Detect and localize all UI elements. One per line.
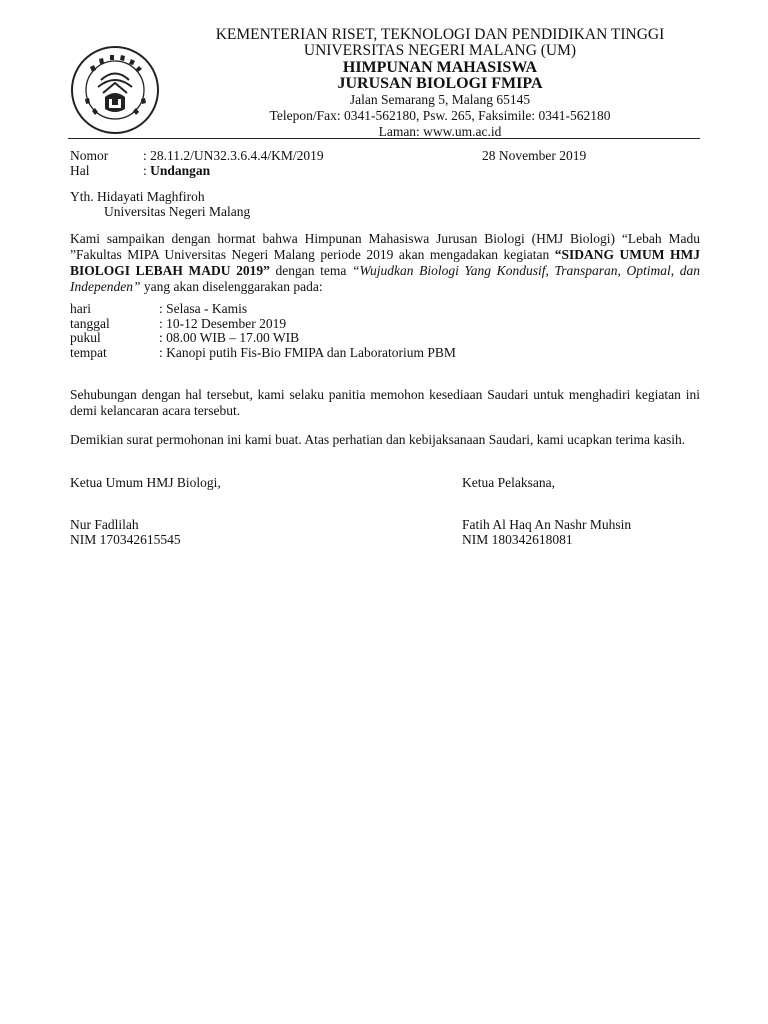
closing-paragraph: Demikian surat permohonan ini kami buat. Atas perhatian dan kebijaksanaan Saudari, kami ucapkan terima kasih. — [70, 432, 686, 447]
hal-value: Undangan — [150, 163, 211, 178]
department-name: JURUSAN BIOLOGI FMIPA — [337, 75, 543, 92]
event-theme: “Wujudkan Biologi Yang Kondusif, Transparan, Optimal, dan Independen” — [70, 263, 700, 294]
hal-label: Hal — [70, 163, 90, 178]
phone-fax: Telepon/Fax: 0341-562180, Psw. 265, Faksimile: 0341-562180 — [269, 108, 611, 123]
hal-field — [143, 163, 210, 179]
detail-value: : Kanopi putih Fis-Bio FMIPA dan Laboratorium PBM — [159, 345, 456, 360]
university-name: UNIVERSITAS NEGERI MALANG (UM) — [303, 42, 577, 59]
event-name: “SIDANG UMUM HMJ BIOLOGI LEBAH MADU 2019” — [70, 247, 700, 278]
nomor-value: : 28.11.2/UN32.3.6.4.4/KM/2019 — [143, 148, 324, 163]
hal-colon: : — [143, 163, 151, 178]
organization-name: HIMPUNAN MAHASISWA — [342, 59, 538, 76]
ministry-name: KEMENTERIAN RISET, TEKNOLOGI DAN PENDIDIKAN TINGGI — [215, 26, 665, 43]
right-signer-nim: NIM 180342618081 — [462, 532, 573, 547]
left-signer-name: Nur Fadlilah — [70, 517, 139, 532]
detail-label: pukul — [70, 330, 101, 345]
recipient-institution: Universitas Negeri Malang — [104, 204, 251, 219]
detail-value: : 08.00 WIB – 17.00 WIB — [159, 330, 300, 345]
intro-text-1: Kami sampaikan dengan hormat bahwa Himpunan Mahasiswa Jurusan Biologi (HMJ Biologi) “Lebah Madu ”Fakultas MIPA Universitas Negeri Malang periode 2019 akan mengadakan kegiatan — [70, 231, 700, 262]
detail-label: tempat — [70, 345, 107, 360]
detail-value: : 10-12 Desember 2019 — [159, 316, 287, 331]
nomor-label: Nomor — [70, 148, 109, 163]
address: Jalan Semarang 5, Malang 65145 — [349, 92, 531, 107]
university-logo-icon — [70, 45, 160, 135]
intro-text-3: yang akan diselenggarakan pada: — [140, 279, 323, 294]
recipient-name: Yth. Hidayati Maghfiroh — [70, 189, 205, 204]
letterhead — [170, 27, 710, 140]
left-signer-nim: NIM 170342615545 — [70, 532, 181, 547]
left-signer-title: Ketua Umum HMJ Biologi, — [70, 475, 221, 490]
right-signer-title: Ketua Pelaksana, — [462, 475, 555, 490]
detail-label: tanggal — [70, 316, 110, 331]
intro-text-2: dengan tema — [269, 263, 353, 278]
letter-date: 28 November 2019 — [482, 148, 587, 163]
intro-paragraph — [70, 231, 700, 295]
request-paragraph: Sehubungan dengan hal tersebut, kami selaku panitia memohon kesediaan Saudari untuk menghadiri kegiatan ini demi kelancaran acara tersebut. — [70, 387, 700, 418]
detail-value: : Selasa - Kamis — [159, 301, 248, 316]
right-signer-name: Fatih Al Haq An Nashr Muhsin — [462, 517, 632, 532]
letterhead-divider — [68, 138, 700, 139]
detail-label: hari — [70, 301, 91, 316]
website: Laman: www.um.ac.id — [378, 124, 502, 139]
